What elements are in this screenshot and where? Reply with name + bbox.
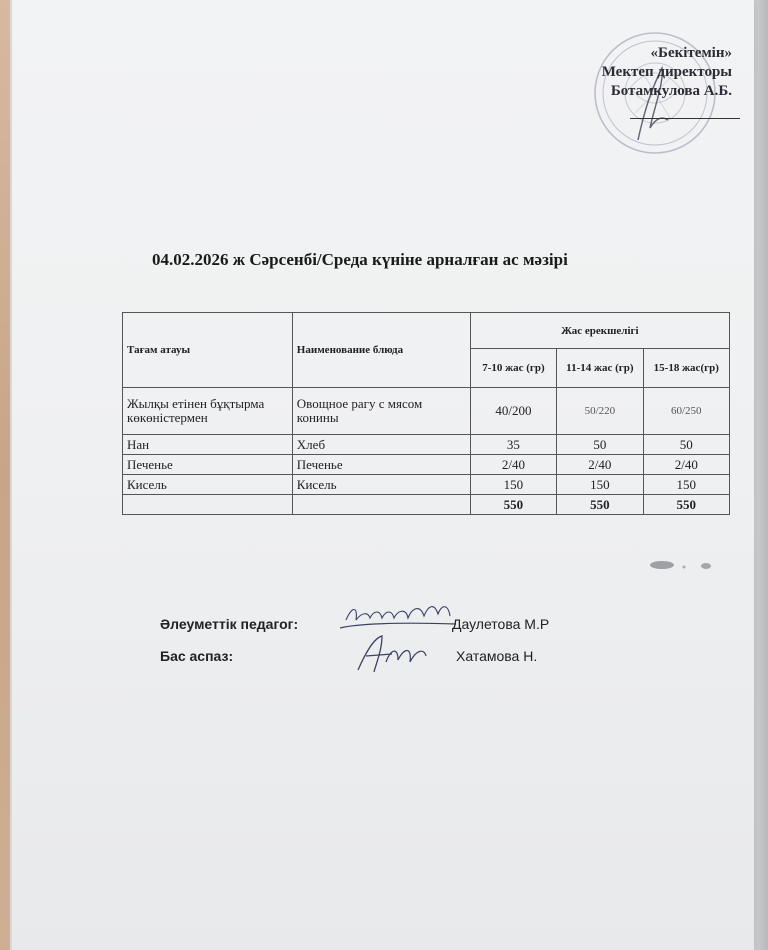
head-cook-name: Хатамова Н. xyxy=(456,648,538,664)
approval-director-name: Ботамкулова А.Б. xyxy=(610,83,732,99)
dish-name-kz: Жылқы етінен бұқтырма көкөністермен xyxy=(123,388,293,435)
table-row xyxy=(123,455,730,475)
table-row xyxy=(123,475,730,495)
portion-7-10: 40/200 xyxy=(470,388,556,435)
dish-name-kz: Печенье xyxy=(123,455,293,475)
portion-11-14: 2/40 xyxy=(557,455,643,475)
portion-15-18: 60/250 xyxy=(643,388,729,435)
portion-11-14: 50/220 xyxy=(557,388,643,435)
desk-edge xyxy=(0,0,10,950)
social-pedagogue-name: Даулетова М.Р xyxy=(452,616,550,632)
approval-block xyxy=(602,44,732,101)
portion-7-10: 150 xyxy=(470,475,556,495)
dish-name-kz: Нан xyxy=(123,435,293,455)
approval-title: «Бекітемін» xyxy=(650,45,732,61)
document-title: 04.02.2026 ж Сәрсенбі/Среда күніне арналған ас мәзірі xyxy=(152,250,568,269)
header-dish-name-kz: Тағам атауы xyxy=(123,313,293,388)
totals-empty-cell xyxy=(123,495,293,515)
approval-signature-line xyxy=(630,118,740,119)
dish-name-ru: Хлеб xyxy=(292,435,470,455)
portion-7-10: 2/40 xyxy=(470,455,556,475)
total-11-14: 550 xyxy=(557,495,643,515)
dish-name-ru: Печенье xyxy=(292,455,470,475)
head-cook-signature xyxy=(352,632,432,676)
table-row xyxy=(123,388,730,435)
table-row xyxy=(123,435,730,455)
dish-name-kz: Кисель xyxy=(123,475,293,495)
header-age-7-10: 7-10 жас (гр) xyxy=(470,349,556,388)
totals-row xyxy=(123,495,730,515)
ink-smudge xyxy=(648,556,718,576)
portion-15-18: 2/40 xyxy=(643,455,729,475)
dish-name-ru: Овощное рагу с мясом конины xyxy=(292,388,470,435)
portion-15-18: 50 xyxy=(643,435,729,455)
dish-name-ru: Кисель xyxy=(292,475,470,495)
header-age-11-14: 11-14 жас (гр) xyxy=(557,349,643,388)
totals-empty-cell xyxy=(292,495,470,515)
header-age-group: Жас ерекшелігі xyxy=(470,313,729,349)
header-age-15-18: 15-18 жас(гр) xyxy=(643,349,729,388)
menu-table xyxy=(122,312,730,515)
approval-position: Мектеп директоры xyxy=(601,64,732,80)
total-15-18: 550 xyxy=(643,495,729,515)
social-pedagogue-label: Әлеуметтік педагог: xyxy=(160,616,299,632)
portion-11-14: 50 xyxy=(557,435,643,455)
head-cook-label: Бас аспаз: xyxy=(160,648,234,664)
portion-11-14: 150 xyxy=(557,475,643,495)
portion-7-10: 35 xyxy=(470,435,556,455)
total-7-10: 550 xyxy=(470,495,556,515)
portion-15-18: 150 xyxy=(643,475,729,495)
header-dish-name-ru: Наименование блюда xyxy=(292,313,470,388)
